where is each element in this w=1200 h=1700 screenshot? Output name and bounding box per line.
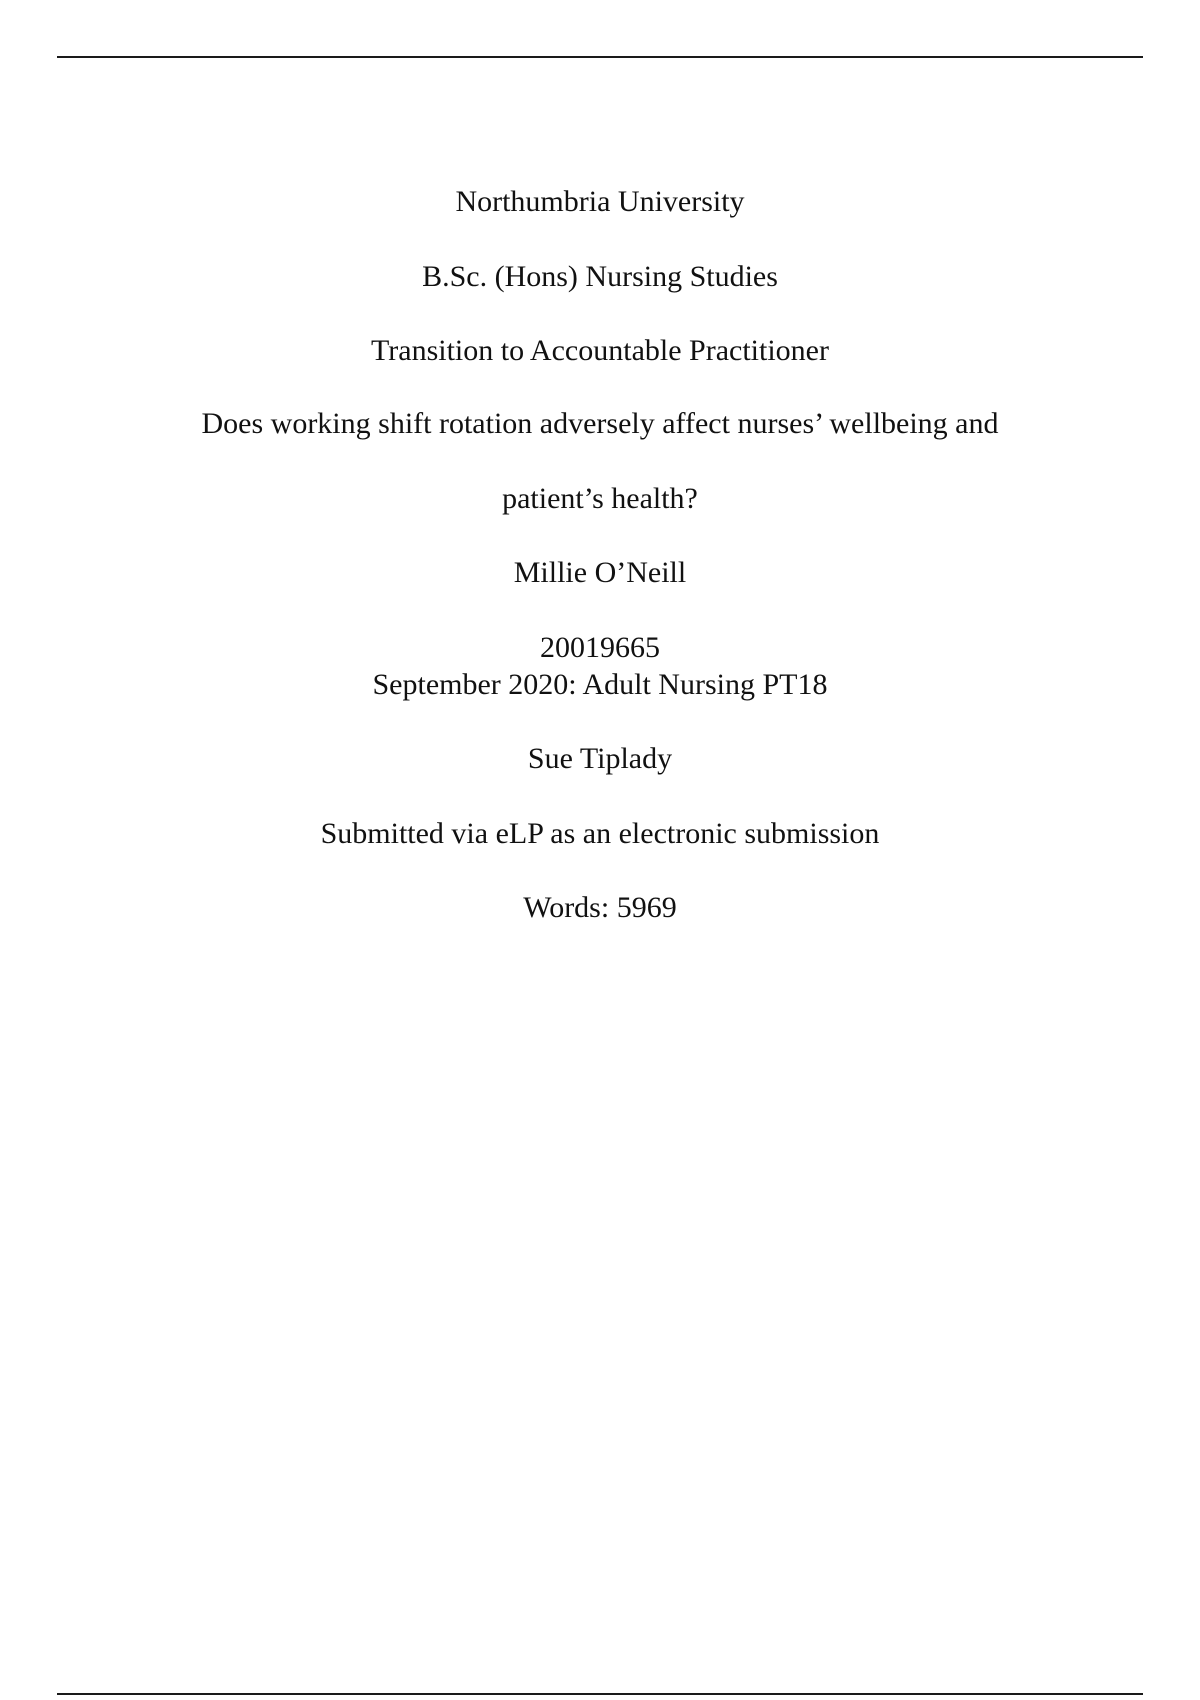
tutor-name: Sue Tiplady (527, 742, 673, 775)
author-name: Millie O’Neill (513, 556, 687, 589)
student-number: 20019665 (540, 631, 660, 664)
assignment-title-line-1: Does working shift rotation adversely affect nurses’ wellbeing and (201, 407, 999, 440)
programme: B.Sc. (Hons) Nursing Studies (422, 260, 778, 293)
institution: Northumbria University (455, 185, 745, 218)
bottom-rule (57, 1693, 1143, 1695)
word-count: Words: 5969 (523, 891, 677, 924)
submission-note: Submitted via eLP as an electronic submission (320, 817, 880, 850)
assignment-title-line-2: patient’s health? (502, 482, 698, 515)
cohort: September 2020: Adult Nursing PT18 (372, 668, 828, 701)
module-title: Transition to Accountable Practitioner (371, 334, 829, 367)
